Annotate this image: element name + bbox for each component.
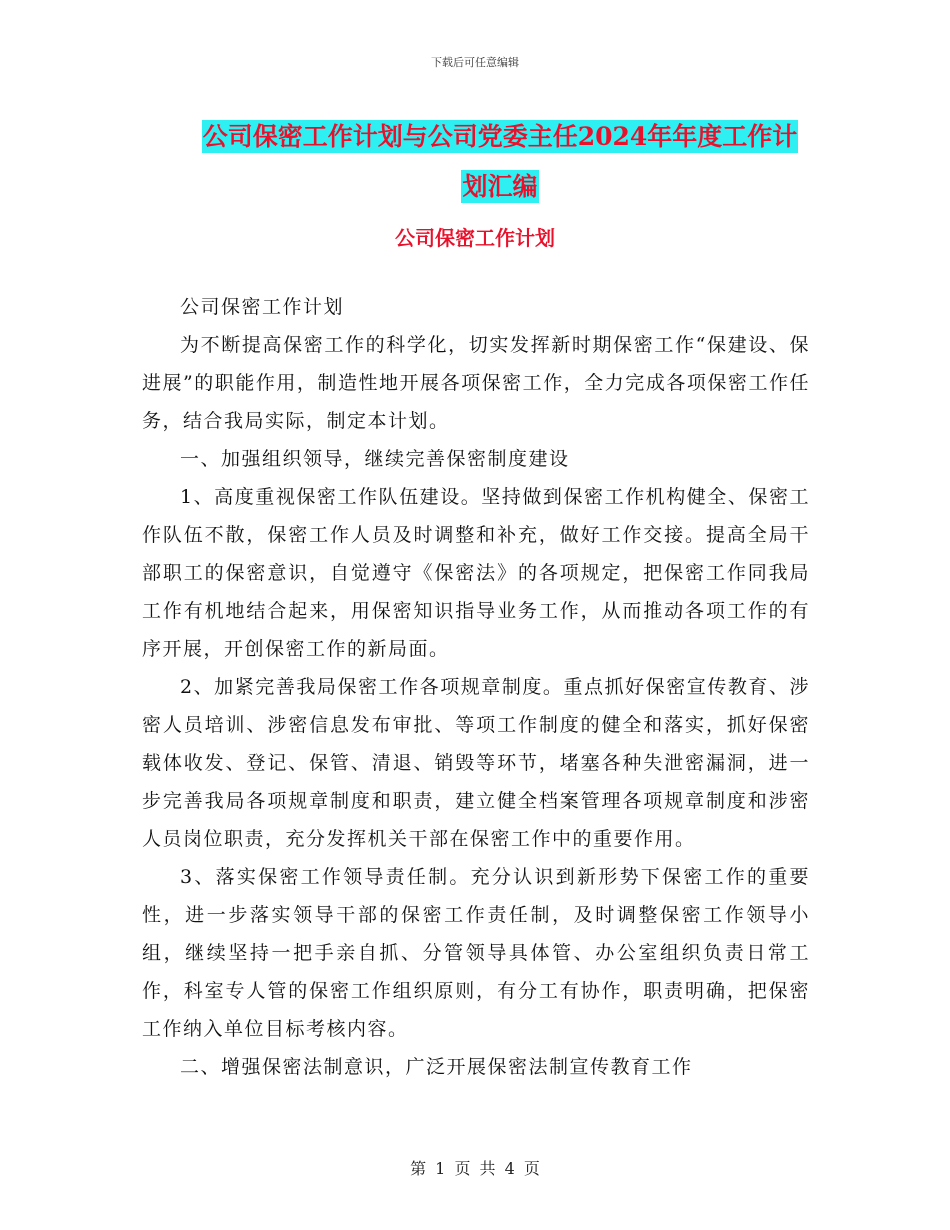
document-title-line-2: 划汇编	[462, 172, 538, 201]
paragraph-heading-2: 二、增强保密法制意识，广泛开展保密法制宣传教育工作	[180, 1056, 693, 1078]
page-footer: 第 1 页 共 4 页	[410, 1159, 540, 1178]
paragraph-intro: 为不断提高保密工作的科学化，切实发挥新时期保密工作“保建设、保进展”的职能作用，制造性地开展各项保密工作，全力完成各项保密工作任务，结合我局实际，制定本计划。	[142, 334, 810, 432]
section-title: 公司保密工作计划	[395, 226, 555, 250]
paragraph-item-3: 3、落实保密工作领导责任制。充分认识到新形势下保密工作的重要性，进一步落实领导干部的保密工作责任制，及时调整保密工作领导小组，继续坚持一把手亲自抓、分管领导具体管、办公室组织负责日常工作，科室专人管的保密工作组织原则，有分工有协作，职责明确，把保密工作纳入单位目标考核内容。	[142, 866, 810, 1040]
paragraph-heading-1: 一、加强组织领导，继续完善保密制度建设	[180, 448, 570, 470]
document-title	[140, 112, 860, 212]
paragraph-subtitle: 公司保密工作计划	[180, 296, 345, 318]
paragraph-item-2: 2、加紧完善我局保密工作各项规章制度。重点抓好保密宣传教育、涉密人员培训、涉密信息发布审批、等项工作制度的健全和落实，抓好保密载体收发、登记、保管、清退、销毁等环节，堵塞各种失泄密漏洞，进一步完善我局各项规章制度和职责，建立健全档案管理各项规章制度和涉密人员岗位职责，充分发挥机关干部在保密工作中的重要作用。	[142, 676, 810, 850]
document-title-line-1: 公司保密工作计划与公司党委主任2024年年度工作计	[202, 122, 798, 151]
header-note: 下载后可任意编辑	[431, 56, 519, 69]
paragraph-item-1: 1、高度重视保密工作队伍建设。坚持做到保密工作机构健全、保密工作队伍不散，保密工作人员及时调整和补充，做好工作交接。提高全局干部职工的保密意识，自觉遵守《保密法》的各项规定，把保密工作同我局工作有机地结合起来，用保密知识指导业务工作，从而推动各项工作的有序开展，开创保密工作的新局面。	[142, 486, 810, 660]
body-text	[142, 288, 810, 1086]
